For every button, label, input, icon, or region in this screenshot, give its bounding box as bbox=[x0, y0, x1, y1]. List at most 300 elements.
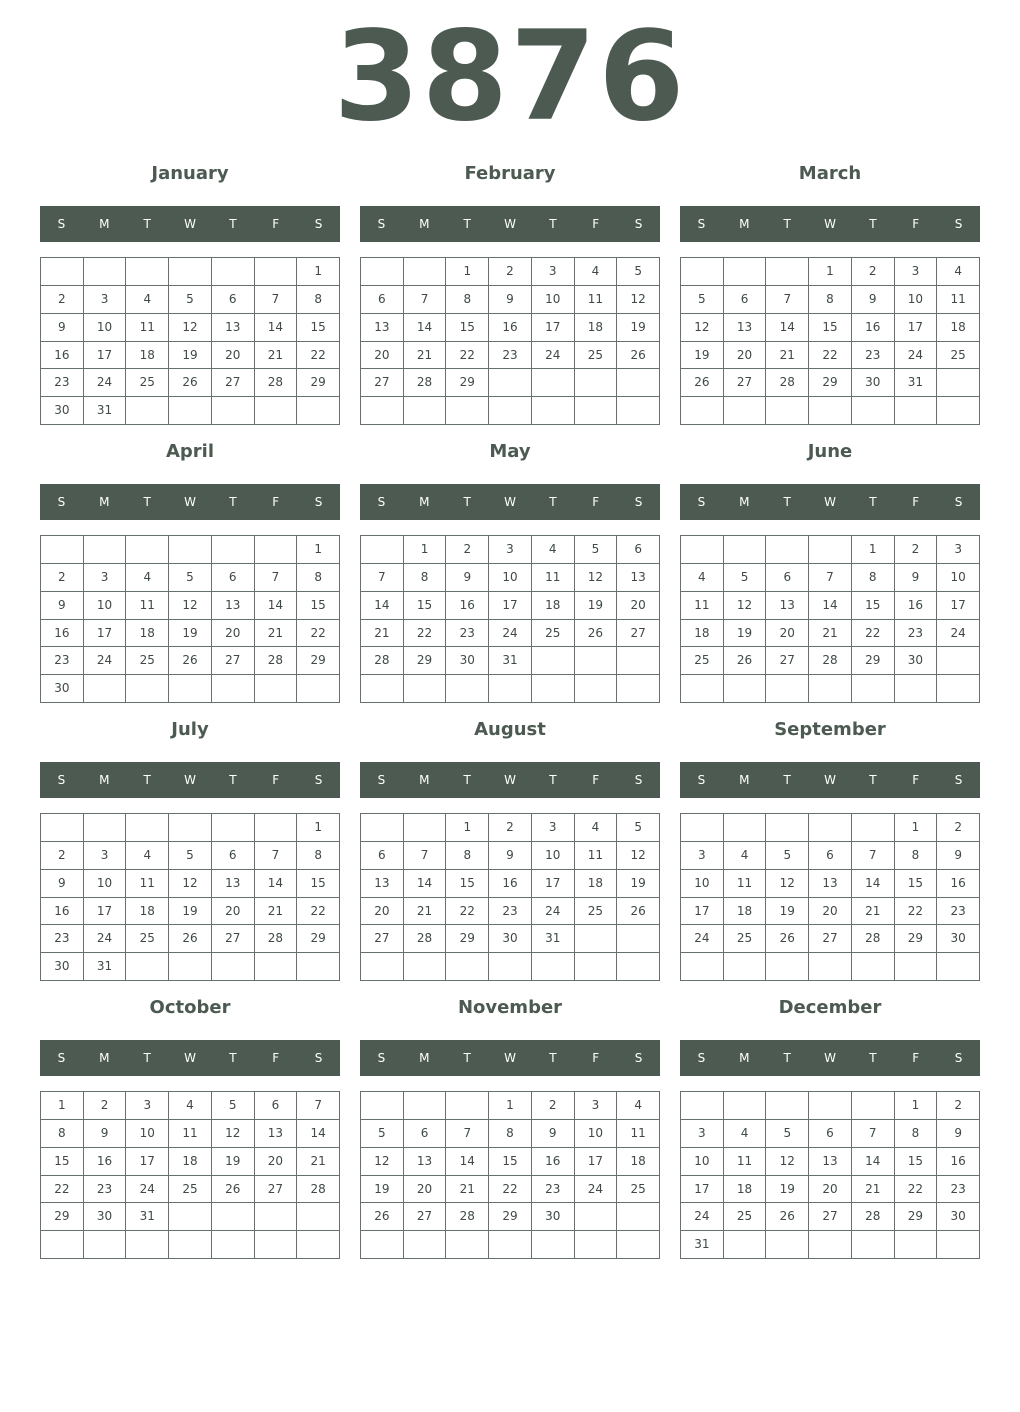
day-cell: 6 bbox=[212, 842, 255, 870]
day-cell: 25 bbox=[575, 898, 618, 926]
day-cell: 5 bbox=[169, 842, 212, 870]
empty-day-cell bbox=[361, 397, 404, 425]
empty-day-cell bbox=[361, 814, 404, 842]
empty-day-cell bbox=[169, 1203, 212, 1231]
day-cell: 2 bbox=[489, 814, 532, 842]
day-cell: 7 bbox=[297, 1092, 340, 1120]
day-cell: 6 bbox=[809, 1120, 852, 1148]
day-cell: 15 bbox=[297, 870, 340, 898]
day-cell: 13 bbox=[809, 870, 852, 898]
empty-day-cell bbox=[809, 814, 852, 842]
weekday-label: S bbox=[634, 773, 643, 787]
empty-day-cell bbox=[212, 1231, 255, 1259]
empty-day-cell bbox=[255, 1231, 298, 1259]
weekday-label: S bbox=[954, 495, 963, 509]
empty-day-cell bbox=[84, 675, 127, 703]
empty-day-cell bbox=[724, 814, 767, 842]
day-cell: 10 bbox=[937, 564, 980, 592]
weekday-label: F bbox=[912, 773, 920, 787]
empty-day-cell bbox=[617, 925, 660, 953]
weekday-label: T bbox=[229, 1051, 237, 1065]
day-cell: 11 bbox=[575, 286, 618, 314]
empty-day-cell bbox=[766, 953, 809, 981]
weekday-label: T bbox=[463, 1051, 471, 1065]
empty-day-cell bbox=[446, 675, 489, 703]
day-cell: 7 bbox=[852, 1120, 895, 1148]
weekday-label: S bbox=[954, 217, 963, 231]
day-cell: 19 bbox=[169, 620, 212, 648]
month-name: May bbox=[489, 441, 531, 462]
weekday-label: S bbox=[377, 217, 386, 231]
day-cell: 18 bbox=[575, 870, 618, 898]
weekday-label: T bbox=[783, 773, 791, 787]
day-cell: 17 bbox=[84, 342, 127, 370]
day-cell: 2 bbox=[489, 258, 532, 286]
weekday-header bbox=[40, 762, 340, 798]
day-cell: 25 bbox=[126, 647, 169, 675]
weekday-label: T bbox=[869, 495, 877, 509]
empty-day-cell bbox=[84, 536, 127, 564]
empty-day-cell bbox=[169, 536, 212, 564]
weekday-label: F bbox=[272, 217, 280, 231]
day-cell: 23 bbox=[852, 342, 895, 370]
day-cell: 21 bbox=[361, 620, 404, 648]
day-cell: 9 bbox=[41, 314, 84, 342]
empty-day-cell bbox=[404, 397, 447, 425]
day-cell: 6 bbox=[361, 286, 404, 314]
day-cell: 11 bbox=[126, 870, 169, 898]
empty-day-cell bbox=[489, 1231, 532, 1259]
weekday-label: W bbox=[184, 217, 196, 231]
day-cell: 10 bbox=[489, 564, 532, 592]
day-cell: 13 bbox=[617, 564, 660, 592]
empty-day-cell bbox=[212, 675, 255, 703]
day-grid bbox=[360, 813, 660, 981]
day-cell: 7 bbox=[255, 842, 298, 870]
empty-day-cell bbox=[404, 1231, 447, 1259]
day-cell: 28 bbox=[766, 369, 809, 397]
day-cell: 11 bbox=[532, 564, 575, 592]
day-cell: 16 bbox=[937, 1148, 980, 1176]
day-grid bbox=[680, 535, 980, 703]
day-cell: 14 bbox=[255, 314, 298, 342]
day-cell: 22 bbox=[404, 620, 447, 648]
day-cell: 15 bbox=[404, 592, 447, 620]
day-cell: 12 bbox=[169, 314, 212, 342]
day-cell: 17 bbox=[84, 898, 127, 926]
empty-day-cell bbox=[532, 953, 575, 981]
day-cell: 15 bbox=[297, 592, 340, 620]
empty-day-cell bbox=[41, 536, 84, 564]
day-cell: 16 bbox=[532, 1148, 575, 1176]
day-cell: 4 bbox=[575, 814, 618, 842]
day-cell: 12 bbox=[766, 1148, 809, 1176]
day-cell: 1 bbox=[852, 536, 895, 564]
day-cell: 5 bbox=[724, 564, 767, 592]
day-cell: 30 bbox=[41, 397, 84, 425]
weekday-label: M bbox=[419, 773, 430, 787]
day-cell: 4 bbox=[681, 564, 724, 592]
empty-day-cell bbox=[446, 397, 489, 425]
day-cell: 1 bbox=[297, 814, 340, 842]
day-cell: 30 bbox=[446, 647, 489, 675]
day-cell: 11 bbox=[681, 592, 724, 620]
day-cell: 6 bbox=[212, 286, 255, 314]
day-cell: 25 bbox=[617, 1176, 660, 1204]
day-cell: 4 bbox=[126, 286, 169, 314]
month-name: July bbox=[171, 719, 209, 740]
day-cell: 16 bbox=[489, 870, 532, 898]
day-cell: 29 bbox=[852, 647, 895, 675]
day-cell: 17 bbox=[681, 898, 724, 926]
weekday-label: W bbox=[184, 773, 196, 787]
empty-day-cell bbox=[895, 1231, 938, 1259]
day-cell: 19 bbox=[169, 342, 212, 370]
day-cell: 14 bbox=[255, 592, 298, 620]
day-cell: 20 bbox=[809, 1176, 852, 1204]
empty-day-cell bbox=[895, 953, 938, 981]
empty-day-cell bbox=[766, 675, 809, 703]
day-cell: 25 bbox=[126, 925, 169, 953]
weekday-label: W bbox=[504, 217, 516, 231]
day-cell: 25 bbox=[126, 369, 169, 397]
day-cell: 24 bbox=[681, 1203, 724, 1231]
empty-day-cell bbox=[255, 397, 298, 425]
day-cell: 21 bbox=[766, 342, 809, 370]
weekday-label: M bbox=[419, 495, 430, 509]
day-cell: 6 bbox=[361, 842, 404, 870]
empty-day-cell bbox=[446, 953, 489, 981]
day-cell: 21 bbox=[446, 1176, 489, 1204]
day-cell: 3 bbox=[937, 536, 980, 564]
day-cell: 10 bbox=[895, 286, 938, 314]
day-cell: 19 bbox=[617, 314, 660, 342]
day-cell: 18 bbox=[169, 1148, 212, 1176]
day-cell: 27 bbox=[766, 647, 809, 675]
day-cell: 31 bbox=[681, 1231, 724, 1259]
day-cell: 26 bbox=[575, 620, 618, 648]
day-cell: 26 bbox=[212, 1176, 255, 1204]
weekday-label: T bbox=[463, 495, 471, 509]
day-cell: 31 bbox=[895, 369, 938, 397]
day-cell: 12 bbox=[212, 1120, 255, 1148]
day-cell: 22 bbox=[489, 1176, 532, 1204]
weekday-label: F bbox=[592, 773, 600, 787]
empty-day-cell bbox=[169, 1231, 212, 1259]
weekday-label: T bbox=[869, 217, 877, 231]
day-cell: 31 bbox=[84, 953, 127, 981]
day-cell: 16 bbox=[937, 870, 980, 898]
empty-day-cell bbox=[489, 397, 532, 425]
day-cell: 3 bbox=[532, 814, 575, 842]
month-name: August bbox=[474, 719, 546, 740]
day-cell: 23 bbox=[937, 898, 980, 926]
day-cell: 26 bbox=[361, 1203, 404, 1231]
day-cell: 21 bbox=[852, 1176, 895, 1204]
day-cell: 16 bbox=[446, 592, 489, 620]
day-cell: 23 bbox=[895, 620, 938, 648]
empty-day-cell bbox=[724, 397, 767, 425]
day-cell: 1 bbox=[446, 814, 489, 842]
day-cell: 9 bbox=[532, 1120, 575, 1148]
weekday-label: M bbox=[99, 773, 110, 787]
month-name: June bbox=[807, 441, 853, 462]
day-cell: 5 bbox=[766, 1120, 809, 1148]
weekday-header bbox=[40, 206, 340, 242]
empty-day-cell bbox=[617, 397, 660, 425]
day-cell: 8 bbox=[895, 842, 938, 870]
weekday-header bbox=[680, 206, 980, 242]
day-cell: 10 bbox=[126, 1120, 169, 1148]
day-cell: 28 bbox=[361, 647, 404, 675]
day-cell: 18 bbox=[681, 620, 724, 648]
weekday-label: F bbox=[592, 217, 600, 231]
day-cell: 14 bbox=[766, 314, 809, 342]
day-cell: 14 bbox=[255, 870, 298, 898]
empty-day-cell bbox=[255, 536, 298, 564]
empty-day-cell bbox=[297, 397, 340, 425]
day-cell: 23 bbox=[446, 620, 489, 648]
empty-day-cell bbox=[169, 953, 212, 981]
year-title: 3876 bbox=[333, 5, 687, 149]
empty-day-cell bbox=[84, 1231, 127, 1259]
day-cell: 12 bbox=[169, 592, 212, 620]
day-cell: 8 bbox=[895, 1120, 938, 1148]
empty-day-cell bbox=[766, 536, 809, 564]
day-cell: 29 bbox=[41, 1203, 84, 1231]
day-cell: 22 bbox=[895, 1176, 938, 1204]
day-cell: 2 bbox=[852, 258, 895, 286]
day-cell: 20 bbox=[212, 342, 255, 370]
day-cell: 27 bbox=[212, 369, 255, 397]
empty-day-cell bbox=[681, 258, 724, 286]
weekday-label: S bbox=[634, 495, 643, 509]
day-cell: 29 bbox=[895, 925, 938, 953]
empty-day-cell bbox=[84, 258, 127, 286]
day-cell: 4 bbox=[724, 1120, 767, 1148]
empty-day-cell bbox=[766, 1231, 809, 1259]
weekday-label: M bbox=[739, 495, 750, 509]
day-cell: 27 bbox=[255, 1176, 298, 1204]
weekday-label: W bbox=[824, 1051, 836, 1065]
day-cell: 14 bbox=[446, 1148, 489, 1176]
weekday-label: W bbox=[184, 495, 196, 509]
day-cell: 3 bbox=[532, 258, 575, 286]
empty-day-cell bbox=[852, 1231, 895, 1259]
day-cell: 28 bbox=[852, 1203, 895, 1231]
day-cell: 19 bbox=[212, 1148, 255, 1176]
day-cell: 20 bbox=[404, 1176, 447, 1204]
empty-day-cell bbox=[937, 675, 980, 703]
weekday-label: W bbox=[504, 495, 516, 509]
weekday-header bbox=[40, 1040, 340, 1076]
day-cell: 30 bbox=[532, 1203, 575, 1231]
day-cell: 13 bbox=[212, 592, 255, 620]
weekday-label: T bbox=[143, 773, 151, 787]
day-cell: 21 bbox=[255, 620, 298, 648]
day-cell: 22 bbox=[809, 342, 852, 370]
day-cell: 28 bbox=[255, 647, 298, 675]
day-cell: 6 bbox=[255, 1092, 298, 1120]
weekday-label: M bbox=[419, 1051, 430, 1065]
day-cell: 31 bbox=[489, 647, 532, 675]
empty-day-cell bbox=[446, 1231, 489, 1259]
day-grid bbox=[360, 535, 660, 703]
weekday-label: S bbox=[697, 1051, 706, 1065]
day-cell: 16 bbox=[84, 1148, 127, 1176]
day-cell: 17 bbox=[895, 314, 938, 342]
month-name: September bbox=[774, 719, 886, 740]
day-cell: 20 bbox=[766, 620, 809, 648]
empty-day-cell bbox=[766, 258, 809, 286]
day-cell: 2 bbox=[937, 814, 980, 842]
day-cell: 10 bbox=[84, 592, 127, 620]
day-cell: 15 bbox=[297, 314, 340, 342]
empty-day-cell bbox=[404, 953, 447, 981]
day-cell: 11 bbox=[169, 1120, 212, 1148]
weekday-header bbox=[360, 206, 660, 242]
day-cell: 29 bbox=[404, 647, 447, 675]
empty-day-cell bbox=[404, 814, 447, 842]
empty-day-cell bbox=[575, 369, 618, 397]
day-cell: 13 bbox=[212, 314, 255, 342]
day-cell: 20 bbox=[212, 898, 255, 926]
day-cell: 20 bbox=[212, 620, 255, 648]
day-cell: 13 bbox=[404, 1148, 447, 1176]
day-cell: 11 bbox=[724, 870, 767, 898]
day-cell: 28 bbox=[446, 1203, 489, 1231]
empty-day-cell bbox=[895, 397, 938, 425]
day-cell: 1 bbox=[41, 1092, 84, 1120]
day-cell: 10 bbox=[681, 870, 724, 898]
empty-day-cell bbox=[724, 536, 767, 564]
weekday-label: T bbox=[143, 1051, 151, 1065]
month-name: October bbox=[149, 997, 231, 1018]
day-cell: 12 bbox=[766, 870, 809, 898]
weekday-label: F bbox=[592, 1051, 600, 1065]
day-cell: 23 bbox=[41, 369, 84, 397]
day-cell: 3 bbox=[681, 1120, 724, 1148]
weekday-label: F bbox=[912, 217, 920, 231]
day-cell: 3 bbox=[895, 258, 938, 286]
empty-day-cell bbox=[809, 953, 852, 981]
day-cell: 3 bbox=[681, 842, 724, 870]
day-cell: 29 bbox=[297, 925, 340, 953]
day-cell: 24 bbox=[84, 925, 127, 953]
day-cell: 27 bbox=[809, 925, 852, 953]
month-name: February bbox=[464, 163, 556, 184]
empty-day-cell bbox=[724, 1231, 767, 1259]
empty-day-cell bbox=[681, 814, 724, 842]
day-cell: 18 bbox=[724, 898, 767, 926]
day-cell: 21 bbox=[404, 898, 447, 926]
day-cell: 28 bbox=[809, 647, 852, 675]
day-cell: 18 bbox=[617, 1148, 660, 1176]
weekday-label: S bbox=[314, 217, 323, 231]
day-cell: 24 bbox=[532, 342, 575, 370]
weekday-label: W bbox=[824, 773, 836, 787]
empty-day-cell bbox=[575, 925, 618, 953]
empty-day-cell bbox=[766, 397, 809, 425]
day-cell: 10 bbox=[84, 870, 127, 898]
day-cell: 2 bbox=[41, 842, 84, 870]
weekday-label: F bbox=[272, 773, 280, 787]
empty-day-cell bbox=[852, 1092, 895, 1120]
day-cell: 25 bbox=[724, 1203, 767, 1231]
weekday-label: T bbox=[549, 495, 557, 509]
day-grid bbox=[40, 257, 340, 425]
day-cell: 23 bbox=[532, 1176, 575, 1204]
day-cell: 29 bbox=[446, 369, 489, 397]
day-cell: 7 bbox=[852, 842, 895, 870]
day-cell: 6 bbox=[404, 1120, 447, 1148]
day-cell: 22 bbox=[297, 342, 340, 370]
day-cell: 4 bbox=[169, 1092, 212, 1120]
empty-day-cell bbox=[724, 258, 767, 286]
empty-day-cell bbox=[361, 953, 404, 981]
day-cell: 9 bbox=[84, 1120, 127, 1148]
empty-day-cell bbox=[169, 258, 212, 286]
day-cell: 3 bbox=[84, 842, 127, 870]
day-cell: 3 bbox=[126, 1092, 169, 1120]
empty-day-cell bbox=[532, 1231, 575, 1259]
day-cell: 5 bbox=[575, 536, 618, 564]
weekday-label: M bbox=[419, 217, 430, 231]
day-cell: 25 bbox=[724, 925, 767, 953]
day-cell: 8 bbox=[446, 286, 489, 314]
empty-day-cell bbox=[681, 675, 724, 703]
weekday-label: F bbox=[272, 1051, 280, 1065]
day-cell: 25 bbox=[681, 647, 724, 675]
day-cell: 28 bbox=[852, 925, 895, 953]
day-cell: 30 bbox=[852, 369, 895, 397]
empty-day-cell bbox=[41, 1231, 84, 1259]
empty-day-cell bbox=[169, 814, 212, 842]
day-cell: 23 bbox=[489, 342, 532, 370]
empty-day-cell bbox=[809, 675, 852, 703]
day-cell: 19 bbox=[766, 1176, 809, 1204]
day-cell: 15 bbox=[895, 1148, 938, 1176]
day-cell: 4 bbox=[126, 564, 169, 592]
day-cell: 20 bbox=[724, 342, 767, 370]
day-cell: 10 bbox=[575, 1120, 618, 1148]
day-cell: 12 bbox=[681, 314, 724, 342]
day-cell: 2 bbox=[895, 536, 938, 564]
day-cell: 2 bbox=[41, 286, 84, 314]
day-cell: 7 bbox=[809, 564, 852, 592]
day-cell: 9 bbox=[895, 564, 938, 592]
day-cell: 28 bbox=[255, 925, 298, 953]
day-cell: 27 bbox=[212, 925, 255, 953]
day-grid bbox=[360, 1091, 660, 1259]
day-cell: 24 bbox=[84, 647, 127, 675]
weekday-label: S bbox=[57, 495, 66, 509]
day-cell: 25 bbox=[575, 342, 618, 370]
day-cell: 6 bbox=[809, 842, 852, 870]
day-cell: 30 bbox=[937, 925, 980, 953]
day-cell: 10 bbox=[532, 842, 575, 870]
day-cell: 27 bbox=[809, 1203, 852, 1231]
day-cell: 17 bbox=[489, 592, 532, 620]
day-cell: 6 bbox=[724, 286, 767, 314]
day-cell: 14 bbox=[297, 1120, 340, 1148]
day-cell: 31 bbox=[532, 925, 575, 953]
empty-day-cell bbox=[212, 1203, 255, 1231]
day-cell: 23 bbox=[84, 1176, 127, 1204]
weekday-header bbox=[40, 484, 340, 520]
day-cell: 9 bbox=[852, 286, 895, 314]
day-cell: 20 bbox=[361, 342, 404, 370]
